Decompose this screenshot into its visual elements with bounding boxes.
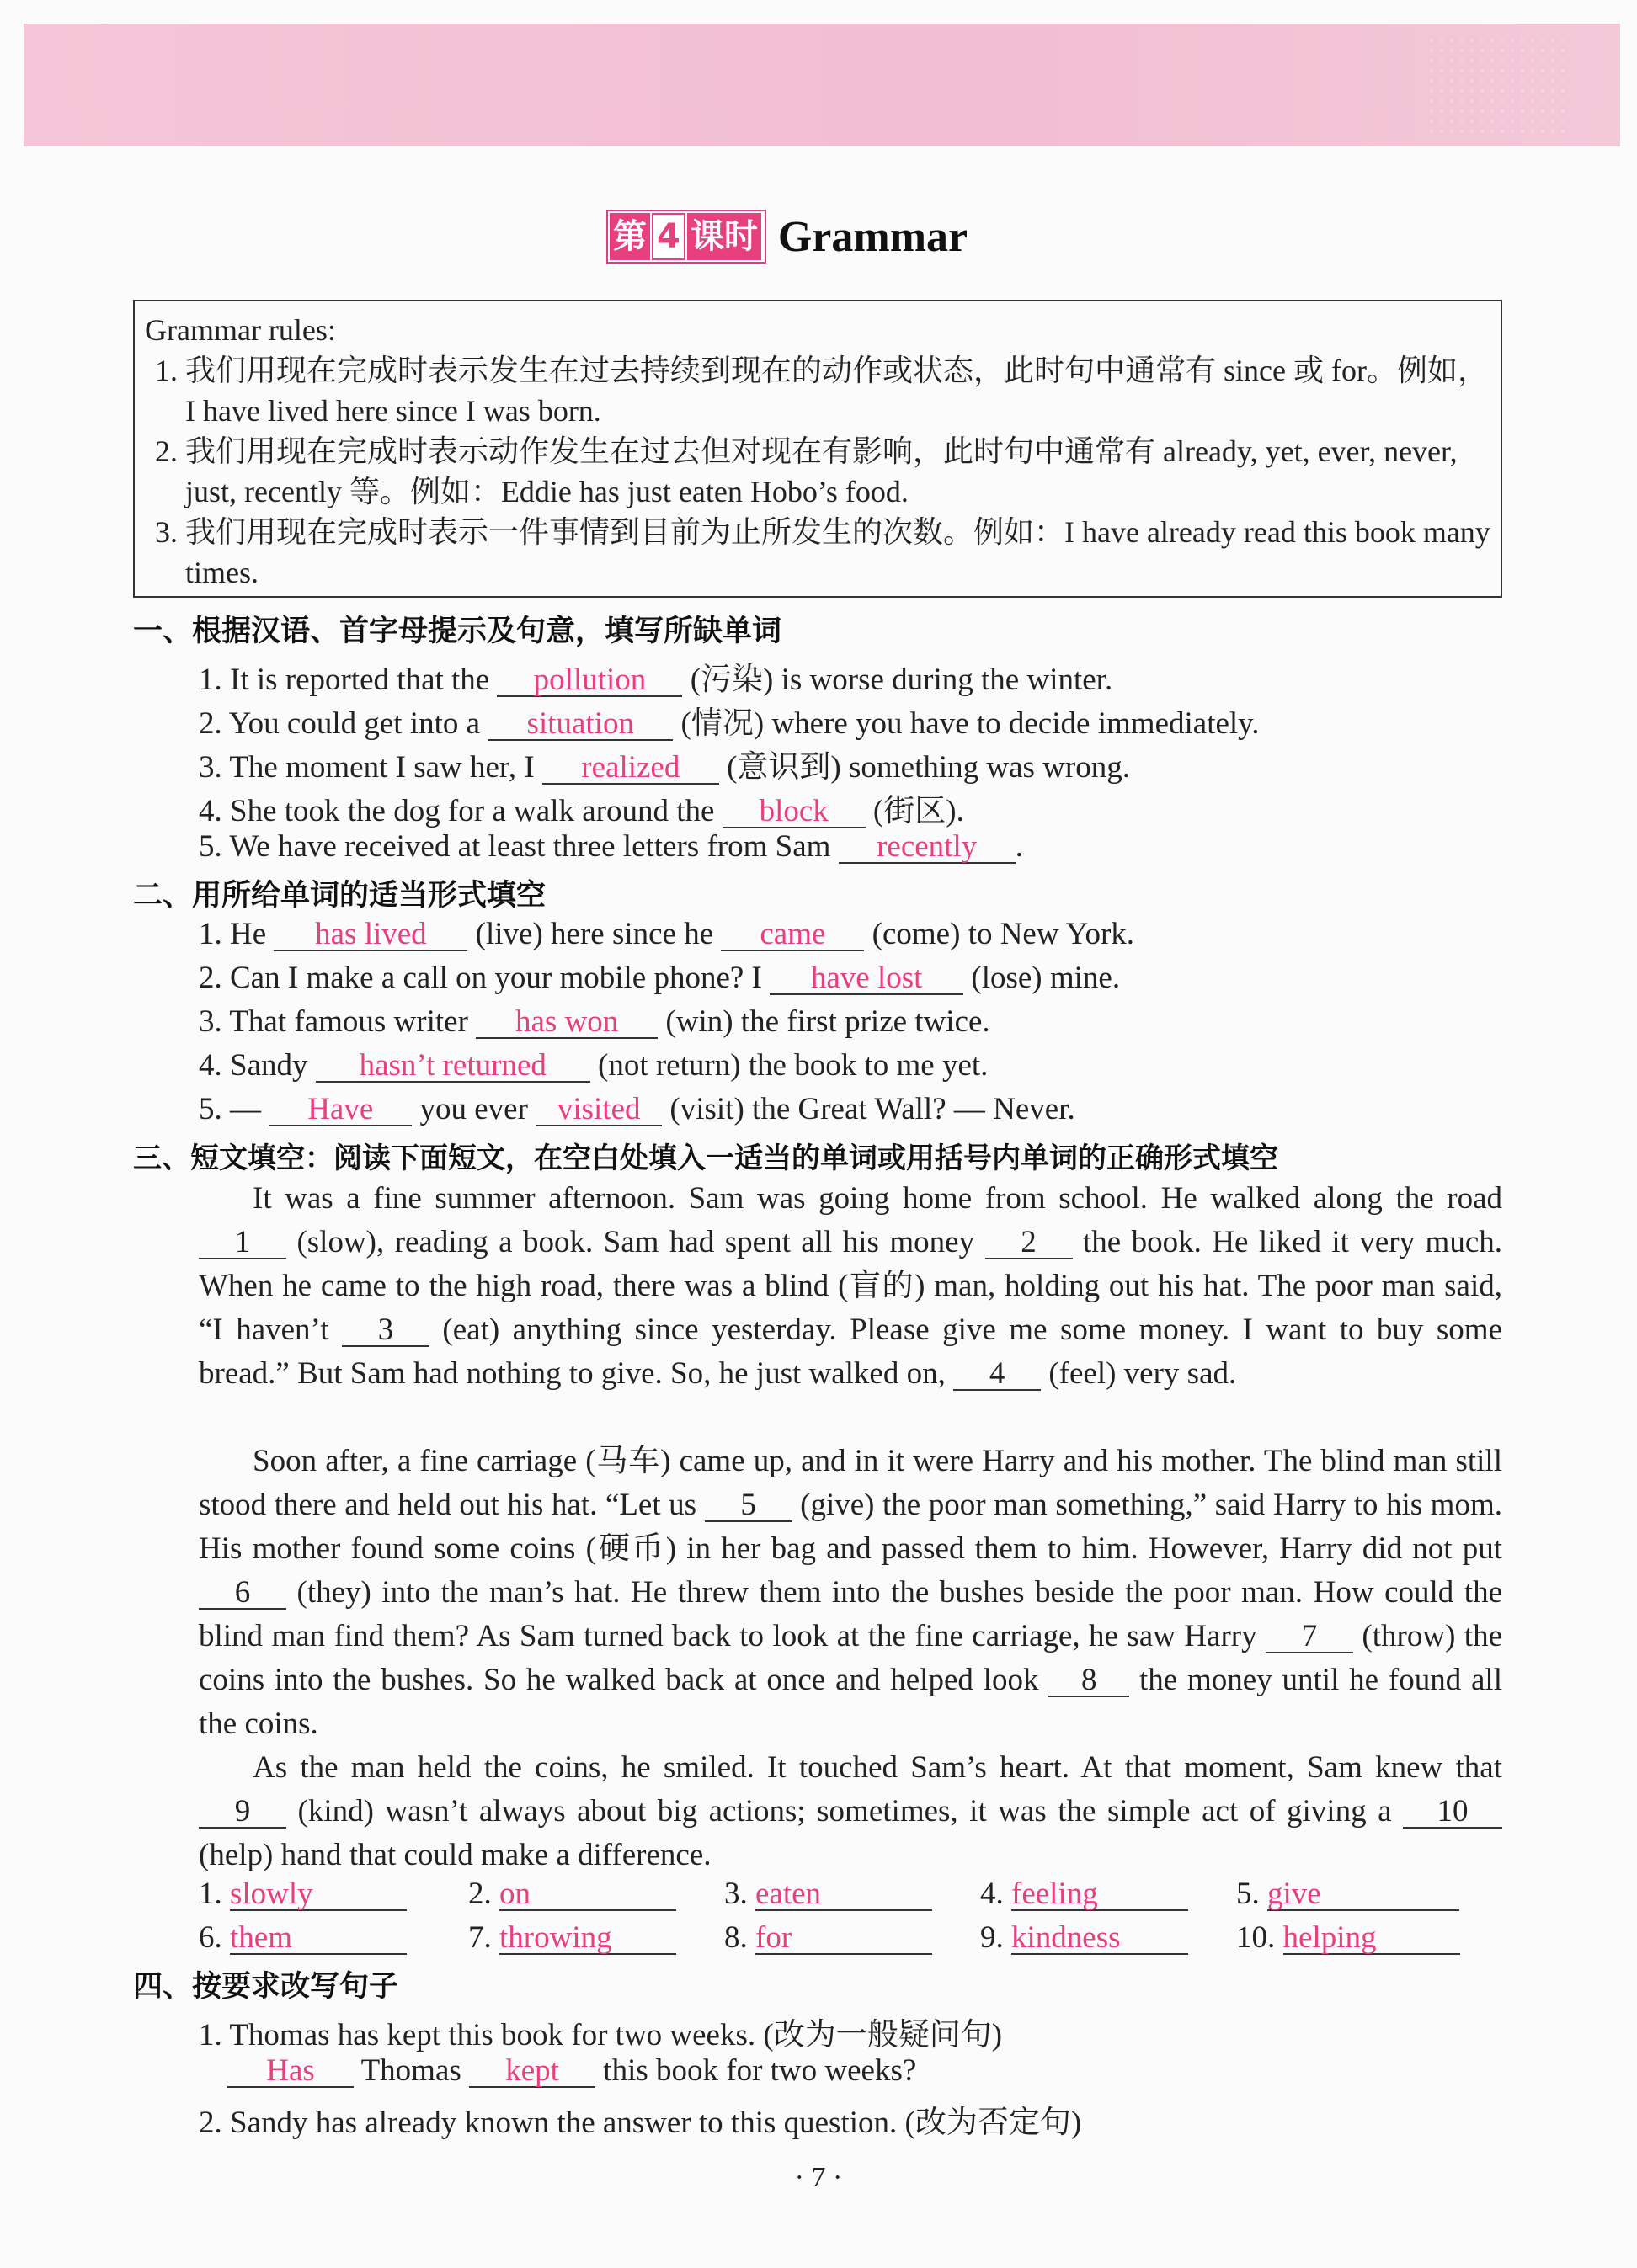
answer-blank[interactable]: visited (536, 1091, 662, 1126)
answer-item: 3. eaten (724, 1876, 932, 1912)
answer-item: 8. for (724, 1919, 932, 1956)
rule-item: 2. 我们用现在完成时表示动作发生在过去但对现在有影响，此时句中通常有 already, yet, ever, never, just, recently 等。例如：Eddie has just eaten Hobo’s food. (155, 434, 1458, 508)
passage-blank[interactable]: 10 (1403, 1793, 1502, 1829)
answer-blank[interactable]: for (755, 1919, 932, 1955)
answer-blank[interactable]: has lived (274, 916, 467, 951)
rule-item: 3. 我们用现在完成时表示一件事情到目前为止所发生的次数。例如：I have already read this book many times. (155, 515, 1490, 589)
answer-blank[interactable]: situation (488, 705, 673, 741)
answer-blank[interactable]: them (230, 1919, 407, 1955)
answer-blank[interactable]: Has (227, 2052, 354, 2088)
answer-blank[interactable]: block (723, 793, 866, 828)
grammar-rules-box (133, 300, 1502, 598)
exercise-line: 5. — Have you ever visited (visit) the Great Wall? — Never. (199, 1092, 1075, 1126)
lesson-tag (606, 210, 766, 264)
answer-blank[interactable]: give (1267, 1876, 1459, 1911)
passage-blank[interactable]: 2 (985, 1224, 1073, 1259)
passage-blank[interactable]: 8 (1048, 1662, 1129, 1697)
section-2-title: 二、用所给单词的适当形式填空 (133, 879, 547, 913)
lesson-title (606, 204, 968, 269)
section-4-title: 四、按要求改写句子 (133, 1970, 399, 2004)
exercise-line: 2. Can I make a call on your mobile phone? I have lost (lose) mine. (199, 961, 1121, 995)
passage-blank[interactable]: 5 (705, 1487, 792, 1522)
exercise-line: 4. Sandy hasn’t returned (not return) the book to me yet. (199, 1048, 989, 1083)
answer-item: 6. them (199, 1919, 407, 1956)
answer-blank[interactable]: realized (542, 749, 719, 785)
passage-blank[interactable]: 1 (199, 1224, 286, 1259)
passage-blank[interactable]: 3 (342, 1312, 429, 1347)
lesson-tag-char: 第 (610, 213, 650, 260)
section-3-title: 三、短文填空：阅读下面短文，在空白处填入一适当的单词或用括号内单词的正确形式填空 (133, 1142, 1278, 1175)
passage-paragraph: As the man held the coins, he smiled. It touched Sam’s heart. At that moment, Sam knew that 9 (kind) wasn’t always about big actions; sometimes, it was the simple act of giving a 10 (help) hand that could make a difference. (199, 1750, 1502, 1872)
rule-item: 1. 我们用现在完成时表示发生在过去持续到现在的动作或状态，此时句中通常有 since 或 for。例如，I have lived here since I was born. (155, 354, 1488, 428)
answer-item: 4. feeling (980, 1876, 1188, 1912)
answer-blank[interactable]: feeling (1011, 1876, 1188, 1911)
answer-blank[interactable]: kindness (1011, 1919, 1188, 1955)
header-band (24, 24, 1620, 146)
exercise-line: 2. Sandy has already known the answer to this question. (改为否定句) (199, 2106, 1082, 2140)
rules-heading: Grammar rules: (145, 313, 336, 347)
answer-item: 1. slowly (199, 1876, 407, 1912)
answer-item: 10. helping (1236, 1919, 1460, 1956)
answer-blank[interactable]: kept (469, 2052, 595, 2088)
exercise-line: 5. We have received at least three letters from Sam recently . (199, 829, 1023, 864)
passage-blank[interactable]: 9 (199, 1793, 286, 1829)
exercise-line: 3. The moment I saw her, I realized (意识到) something was wrong. (199, 750, 1130, 785)
answer-blank[interactable]: has won (476, 1004, 658, 1039)
answer-blank[interactable]: came (721, 916, 864, 951)
passage-blank[interactable]: 4 (953, 1355, 1041, 1391)
answer-blank[interactable]: hasn’t returned (316, 1047, 590, 1083)
lesson-tag-char: 课时 (687, 213, 761, 260)
passage-blank[interactable]: 7 (1266, 1618, 1353, 1653)
passage-paragraph: Soon after, a fine carriage (马车) came up, and in it were Harry and his mother. The blind man still stood there and held out his hat. “Let us 5 (give) the poor man something,” said Harry to his mom. His mother found some coins (硬币) in her bag and passed them to him. However, Harry did not put 6 (they) into the man’s hat. He threw them into the bushes beside the poor man. How could the blind man find them? As Sam turned back to look at the fine carriage, he saw Harry 7 (throw) the coins into the bushes. So he walked back at once and helped look 8 the money until he found all the coins. (199, 1444, 1502, 1741)
answer-blank[interactable]: slowly (230, 1876, 407, 1911)
exercise-line: 3. That famous writer has won (win) the first prize twice. (199, 1004, 990, 1039)
answer-item: 2. on (468, 1876, 676, 1912)
answer-blank[interactable]: eaten (755, 1876, 932, 1911)
answer-blank[interactable]: helping (1283, 1919, 1460, 1955)
answer-item: 7. throwing (468, 1919, 676, 1956)
section-1-title: 一、根据汉语、首字母提示及句意，填写所缺单词 (133, 615, 782, 648)
answer-blank[interactable]: on (499, 1876, 676, 1911)
exercise-line: 1. He has lived (live) here since he came (come) to New York. (199, 917, 1135, 951)
exercise-line: 4. She took the dog for a walk around the block (街区). (199, 794, 964, 828)
answer-item: 9. kindness (980, 1919, 1188, 1956)
passage-blank[interactable]: 6 (199, 1574, 286, 1610)
passage-paragraph: It was a fine summer afternoon. Sam was going home from school. He walked along the road 1 (slow), reading a book. Sam had spent all his money 2 the book. He liked it very much. When he came to the high road, there was a blind (盲的) man, holding out his hat. The poor man said, “I haven’t 3 (eat) anything since yesterday. Please give me some money. I want to buy some bread.” But Sam had nothing to give. So, he just walked on, 4 (feel) very sad. (199, 1181, 1502, 1391)
exercise-line: 1. Thomas has kept this book for two weeks. (改为一般疑问句) (199, 2018, 1003, 2052)
exercise-line: Has Thomas kept this book for two weeks? (227, 2052, 916, 2089)
page-number: · 7 · (794, 2162, 843, 2193)
answer-blank[interactable]: recently (839, 828, 1016, 864)
page-title: Grammar (777, 212, 968, 261)
exercise-line: 1. It is reported that the pollution (污染) is worse during the winter. (199, 663, 1113, 697)
answer-blank[interactable]: throwing (499, 1919, 676, 1955)
answer-blank[interactable]: have lost (770, 960, 963, 995)
exercise-line: 2. You could get into a situation (情况) where you have to decide immediately. (199, 706, 1260, 741)
answer-blank[interactable]: pollution (497, 662, 682, 697)
lesson-number: 4 (652, 213, 685, 260)
answer-blank[interactable]: Have (269, 1091, 412, 1126)
answer-item: 5. give (1236, 1876, 1459, 1912)
